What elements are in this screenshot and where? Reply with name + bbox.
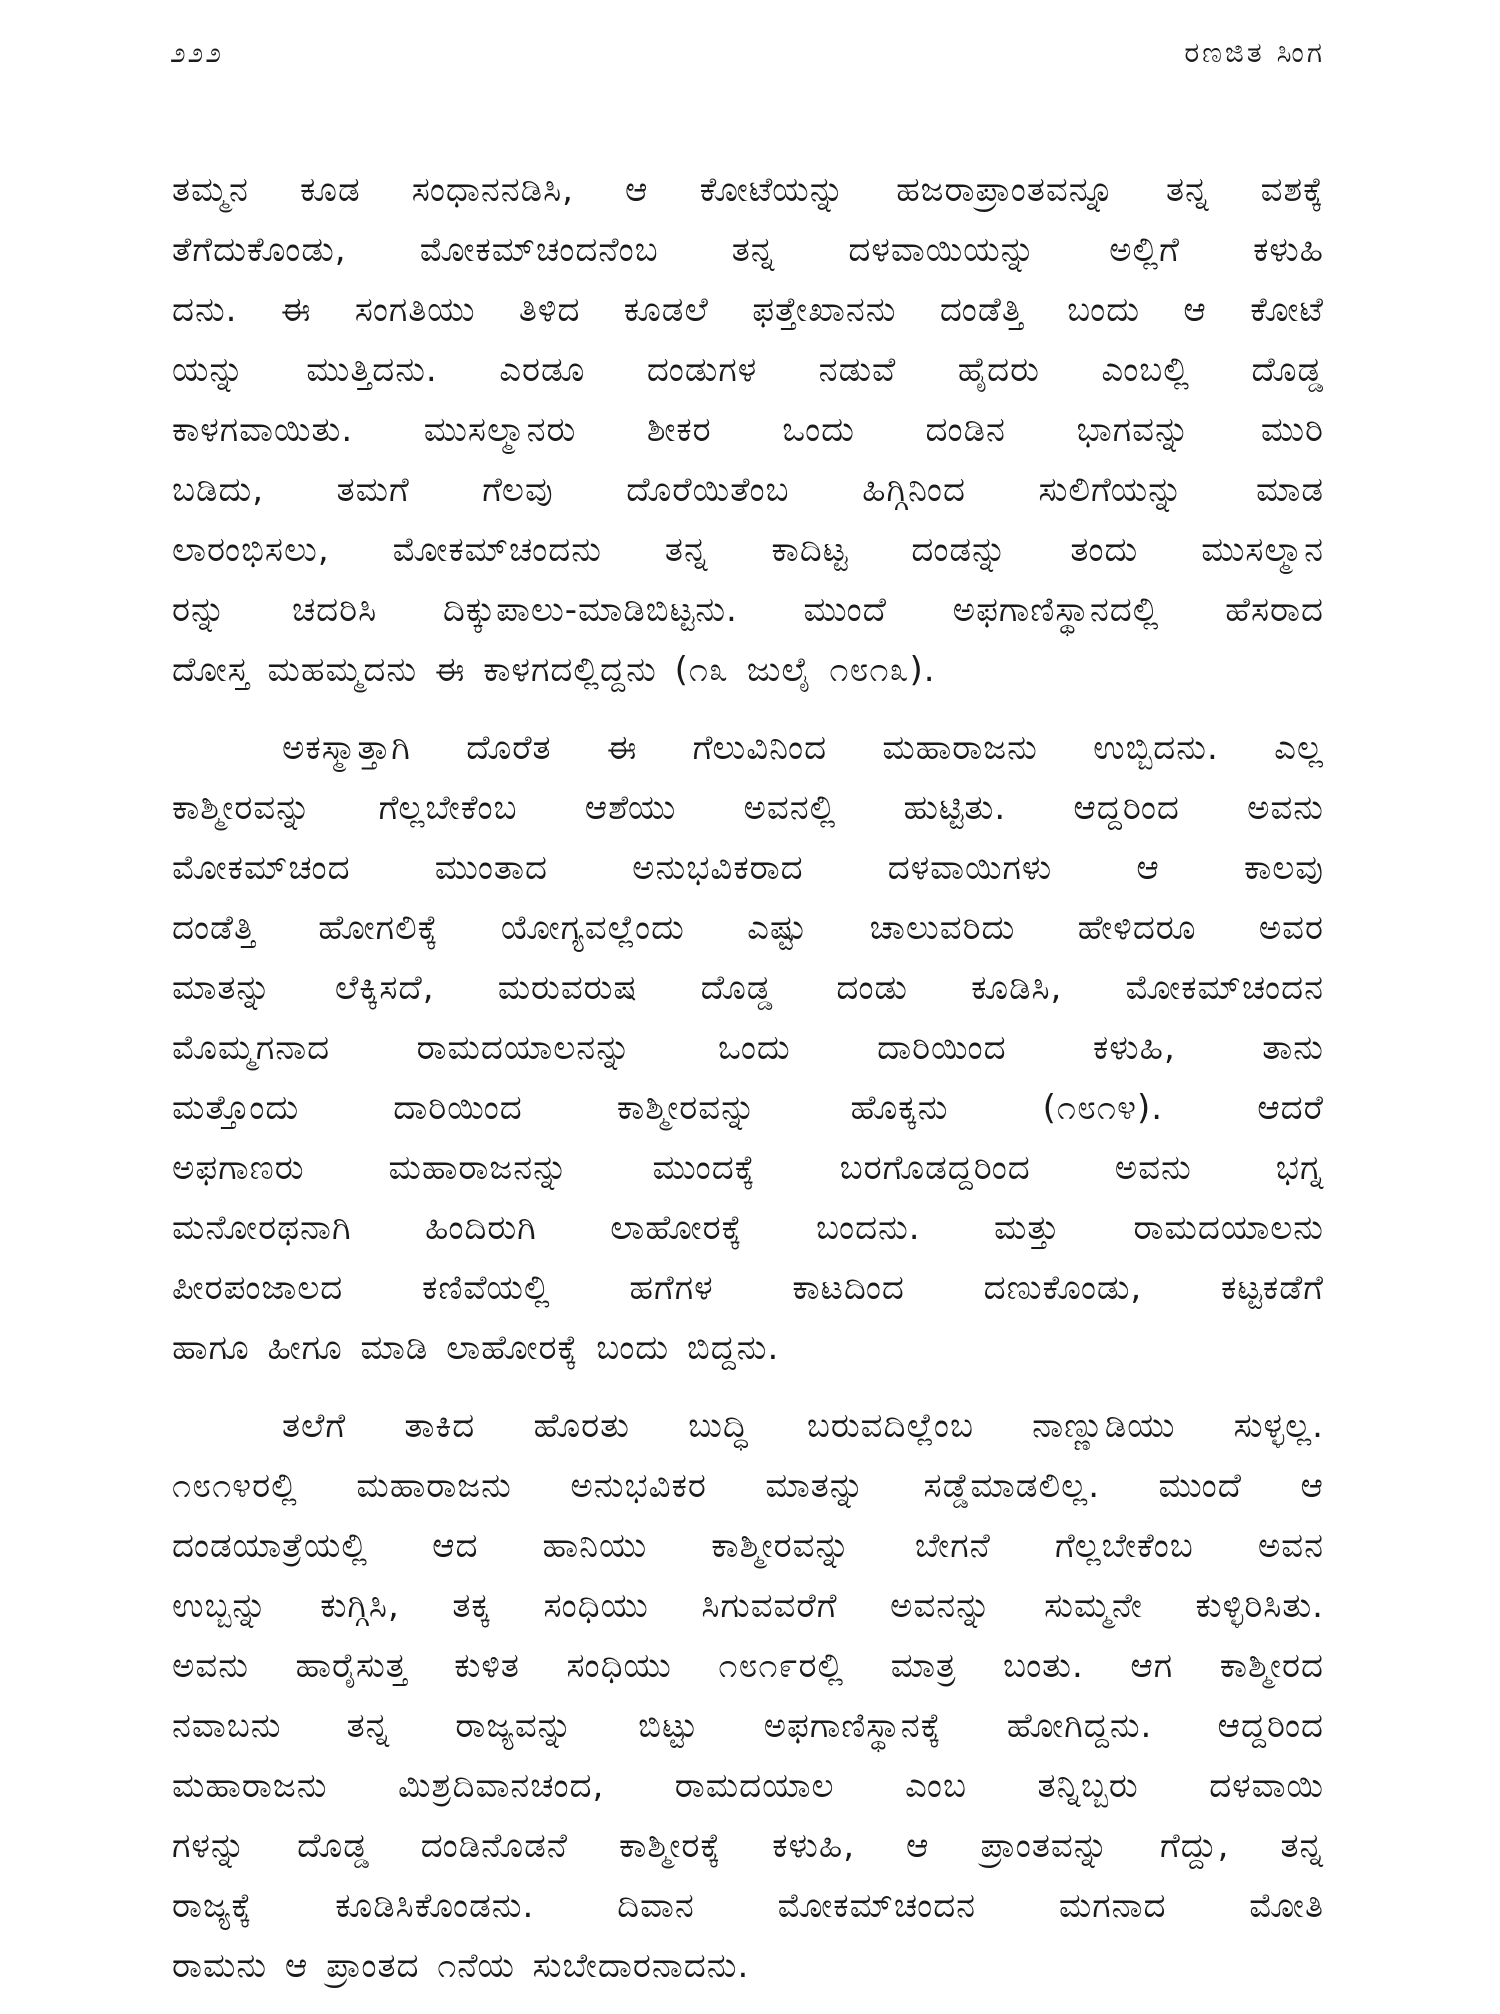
text-line: ದಂಡಯಾತ್ರೆಯಲ್ಲಿ ಆದ ಹಾನಿಯು ಕಾಶ್ಮೀರವನ್ನು ಬೇಗನೆ ಗೆಲ್ಲಬೇಕೆಂಬ ಅವನ [172,1526,1324,1566]
text-line: ರನ್ನು ಚದರಿಸಿ ದಿಕ್ಕುಪಾಲು-ಮಾಡಿಬಿಟ್ಟನು. ಮುಂದೆ ಅಫಗಾಣಿಸ್ಥಾನದಲ್ಲಿ ಹೆಸರಾದ [172,590,1324,630]
text-line: ಹಾಗೂ ಹೀಗೂ ಮಾಡಿ ಲಾಹೋರಕ್ಕೆ ಬಂದು ಬಿದ್ದನು. [172,1328,780,1368]
text-line: ಮತ್ತೊಂದು ದಾರಿಯಿಂದ ಕಾಶ್ಮೀರವನ್ನು ಹೊಕ್ಕನು (೧೮೧೪). ಆದರೆ [172,1088,1324,1128]
text-line: ಪೀರಪಂಜಾಲದ ಕಣಿವೆಯಲ್ಲಿ ಹಗೆಗಳ ಕಾಟದಿಂದ ದಣುಕೊಂಡು, ಕಟ್ಟಕಡೆಗೆ [172,1268,1324,1308]
page-number: ೨೨೨ [170,36,224,69]
paragraph-1 [172,160,1324,700]
paragraph-2 [172,718,1324,1378]
running-title: ರಣಜಿತ ಸಿಂಗ [1184,36,1325,69]
text-line: ಅಕಸ್ಮಾತ್ತಾಗಿ ದೊರೆತ ಈ ಗೆಲುವಿನಿಂದ ಮಹಾರಾಜನು ಉಬ್ಬಿದನು. ಎಲ್ಲ [282,728,1324,768]
text-line: ದಂಡೆತ್ತಿ ಹೋಗಲಿಕ್ಕೆ ಯೋಗ್ಯವಲ್ಲೆಂದು ಎಷ್ಟು ಚಾಲುವರಿದು ಹೇಳಿದರೂ ಅವರ [172,908,1324,948]
text-line: ಯನ್ನು ಮುತ್ತಿದನು. ಎರಡೂ ದಂಡುಗಳ ನಡುವೆ ಹೈದರು ಎಂಬಲ್ಲಿ ದೊಡ್ಡ [172,350,1324,390]
text-line: ತಮ್ಮನ ಕೂಡ ಸಂಧಾನನಡಿಸಿ, ಆ ಕೋಟೆಯನ್ನು ಹಜರಾಪ್ರಾಂತವನ್ನೂ ತನ್ನ ವಶಕ್ಕೆ [172,170,1324,210]
text-line: ೧೮೧೪ರಲ್ಲಿ ಮಹಾರಾಜನು ಅನುಭವಿಕರ ಮಾತನ್ನು ಸಡ್ಡೆಮಾಡಲಿಲ್ಲ. ಮುಂದೆ ಆ [172,1466,1324,1506]
body-text [172,160,1324,2014]
text-line: ಬಡಿದು, ತಮಗೆ ಗೆಲವು ದೊರೆಯಿತೆಂಬ ಹಿಗ್ಗಿನಿಂದ ಸುಲಿಗೆಯನ್ನು ಮಾಡ [172,470,1324,510]
text-line: ಗಳನ್ನು ದೊಡ್ಡ ದಂಡಿನೊಡನೆ ಕಾಶ್ಮೀರಕ್ಕೆ ಕಳುಹಿ, ಆ ಪ್ರಾಂತವನ್ನು ಗೆದ್ದು, ತನ್ನ [172,1826,1324,1866]
text-line: ತೆಗೆದುಕೊಂಡು, ಮೋಕಮ್‌ಚಂದನೆಂಬ ತನ್ನ ದಳವಾಯಿಯನ್ನು ಅಲ್ಲಿಗೆ ಕಳುಹಿ [172,230,1324,270]
text-line: ರಾಜ್ಯಕ್ಕೆ ಕೂಡಿಸಿಕೊಂಡನು. ದಿವಾನ ಮೋಕಮ್‌ಚಂದನ ಮಗನಾದ ಮೋತಿ [172,1886,1324,1926]
text-line: ದೋಸ್ತ ಮಹಮ್ಮದನು ಈ ಕಾಳಗದಲ್ಲಿದ್ದನು (೧೩ ಜುಲೈ ೧೮೧೩). [172,650,936,690]
text-line: ಮಹಾರಾಜನು ಮಿಶ್ರದಿವಾನಚಂದ, ರಾಮದಯಾಲ ಎಂಬ ತನ್ನಿಬ್ಬರು ದಳವಾಯಿ [172,1766,1324,1806]
text-line: ಕಾಶ್ಮೀರವನ್ನು ಗೆಲ್ಲಬೇಕೆಂಬ ಆಶೆಯು ಅವನಲ್ಲಿ ಹುಟ್ಟಿತು. ಆದ್ದರಿಂದ ಅವನು [172,788,1324,828]
text-line: ತಲೆಗೆ ತಾಕಿದ ಹೊರತು ಬುದ್ಧಿ ಬರುವದಿಲ್ಲೆಂಬ ನಾಣ್ಣುಡಿಯು ಸುಳ್ಳಲ್ಲ. [282,1406,1324,1446]
page-header [170,30,1325,80]
text-line: ರಾಮನು ಆ ಪ್ರಾಂತದ ೧ನೆಯ ಸುಬೇದಾರನಾದನು. [172,1946,750,1986]
text-line: ಮೊಮ್ಮಗನಾದ ರಾಮದಯಾಲನನ್ನು ಒಂದು ದಾರಿಯಿಂದ ಕಳುಹಿ, ತಾನು [172,1028,1324,1068]
text-line: ಮಾತನ್ನು ಲೆಕ್ಕಿಸದೆ, ಮರುವರುಷ ದೊಡ್ಡ ದಂಡು ಕೂಡಿಸಿ, ಮೋಕಮ್‌ಚಂದನ [172,968,1324,1008]
text-line: ಅವನು ಹಾರೈಸುತ್ತ ಕುಳಿತ ಸಂಧಿಯು ೧೮೧೯ರಲ್ಲಿ ಮಾತ್ರ ಬಂತು. ಆಗ ಕಾಶ್ಮೀರದ [172,1646,1324,1686]
text-line: ಮೋಕಮ್‌ಚಂದ ಮುಂತಾದ ಅನುಭವಿಕರಾದ ದಳವಾಯಿಗಳು ಆ ಕಾಲವು [172,848,1324,888]
text-line: ಅಫಗಾಣರು ಮಹಾರಾಜನನ್ನು ಮುಂದಕ್ಕೆ ಬರಗೊಡದ್ದರಿಂದ ಅವನು ಭಗ್ನ [172,1148,1324,1188]
text-line: ಲಾರಂಭಿಸಲು, ಮೋಕಮ್‌ಚಂದನು ತನ್ನ ಕಾದಿಟ್ಟ ದಂಡನ್ನು ತಂದು ಮುಸಲ್ಮಾನ [172,530,1324,570]
text-line: ಉಬ್ಬನ್ನು ಕುಗ್ಗಿಸಿ, ತಕ್ಕ ಸಂಧಿಯು ಸಿಗುವವರೆಗೆ ಅವನನ್ನು ಸುಮ್ಮನೇ ಕುಳ್ಳಿರಿಸಿತು. [172,1586,1324,1626]
text-line: ನವಾಬನು ತನ್ನ ರಾಜ್ಯವನ್ನು ಬಿಟ್ಟು ಅಫಗಾಣಿಸ್ಥಾನಕ್ಕೆ ಹೋಗಿದ್ದನು. ಆದ್ದರಿಂದ [172,1706,1324,1746]
paragraph-3 [172,1396,1324,1996]
text-line: ದನು. ಈ ಸಂಗತಿಯು ತಿಳಿದ ಕೂಡಲೆ ಫತ್ತೇಖಾನನು ದಂಡೆತ್ತಿ ಬಂದು ಆ ಕೋಟೆ [172,290,1324,330]
text-line: ಮನೋರಥನಾಗಿ ಹಿಂದಿರುಗಿ ಲಾಹೋರಕ್ಕೆ ಬಂದನು. ಮತ್ತು ರಾಮದಯಾಲನು [172,1208,1324,1248]
text-line: ಕಾಳಗವಾಯಿತು. ಮುಸಲ್ಮಾನರು ಶೀಕರ ಒಂದು ದಂಡಿನ ಭಾಗವನ್ನು ಮುರಿ [172,410,1324,450]
